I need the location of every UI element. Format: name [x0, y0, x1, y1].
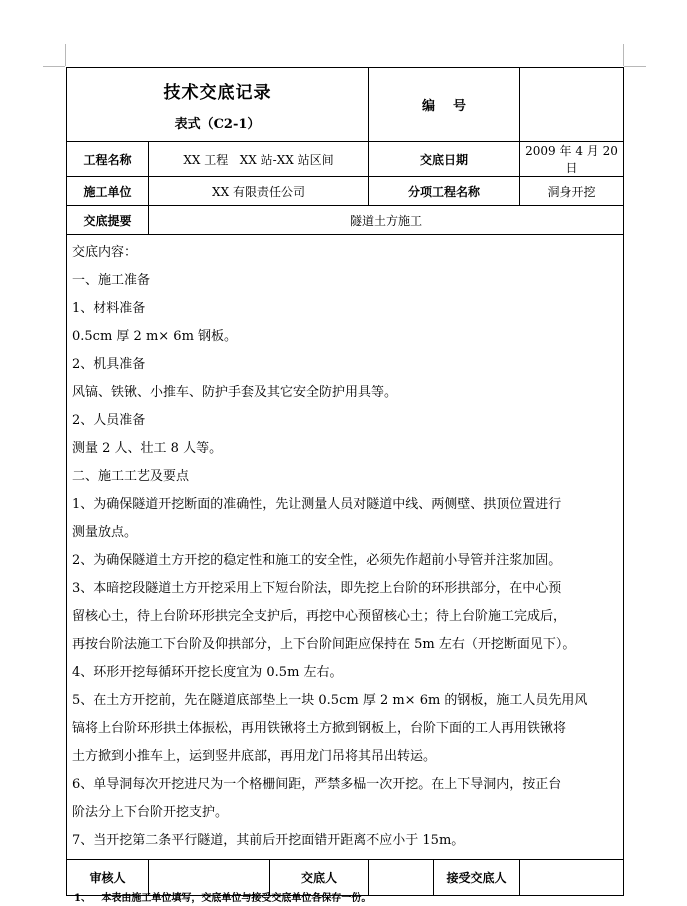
content-line: 7、当开挖第二条平行隧道，其前后开挖面错开距离不应小于 15m。: [72, 833, 465, 848]
content-line: 0.5cm 厚 2 m× 6m 钢板。: [72, 329, 238, 344]
unit-row: [67, 177, 624, 206]
content-line: 5、在土方开挖前，先在隧道底部垫上一块 0.5cm 厚 2 m× 6m 的钢板，施工人员先用风: [72, 693, 588, 708]
number-label: 编 号: [421, 99, 467, 114]
footnote: 1、 本表由施工单位填写，交底单位与接受交底单位各保存一份。: [74, 893, 372, 904]
content-line: 3、本暗挖段隧道土方开挖采用上下短台阶法，即先挖上台阶的环形拱部分，在中心预: [72, 581, 562, 596]
crop-mark-top-right-vertical: [623, 44, 624, 66]
content-line: 1、材料准备: [72, 301, 146, 316]
presenter-signature: [369, 860, 434, 896]
summary-value: 隧道土方施工: [149, 206, 624, 235]
form-code: 表式（C2-1）: [174, 116, 261, 132]
content-line: 2、为确保隧道土方开挖的稳定性和施工的安全性，必须先作超前小导管并注浆加固。: [72, 553, 562, 568]
content-line: 2、人员准备: [72, 413, 146, 428]
content-line: 1、为确保隧道开挖断面的准确性，先让测量人员对隧道中线、两侧壁、拱顶位置进行: [72, 497, 562, 512]
content-line: 留核心土，待上台阶环形拱完全支护后，再挖中心预留核心土；待上台阶施工完成后，: [72, 609, 567, 624]
date-value: 2009 年 4 月 20 日: [520, 142, 624, 177]
content-line: 再按台阶法施工下台阶及仰拱部分，上下台阶间距应保持在 5m 左右（开挖断面见下）。: [72, 637, 576, 652]
construction-unit-label: 施工单位: [67, 177, 149, 206]
content-line: 阶法分上下台阶开挖支护。: [72, 805, 229, 820]
content-line: 风镐、铁锹、小推车、防护手套及其它安全防护用具等。: [72, 385, 398, 400]
sub-project-label: 分项工程名称: [369, 177, 520, 206]
project-name-value: XX 工程 XX 站-XX 站区间: [149, 142, 369, 177]
content-line: 4、环形开挖每循环开挖长度宜为 0.5m 左右。: [72, 665, 343, 680]
presenter-label: 交底人: [270, 860, 369, 896]
summary-label: 交底提要: [67, 206, 149, 235]
sub-project-value: 洞身开挖: [520, 177, 624, 206]
content-line: 镐将上台阶环形拱土体振松，再用铁锹将土方掀到钢板上，台阶下面的工人再用铁锹将: [72, 721, 567, 736]
number-value-cell: [520, 68, 624, 142]
content-line: 交底内容：: [72, 245, 138, 260]
content-line: 6、单导洞每次开挖进尺为一个格栅间距，严禁多榀一次开挖。在上下导洞内，按正台: [72, 777, 562, 792]
title-cell: [67, 68, 369, 142]
receiver-signature: [520, 860, 624, 896]
crop-mark-top-left-vertical: [65, 44, 66, 66]
content-line: 2、机具准备: [72, 357, 146, 372]
record-title: 技术交底记录: [163, 82, 272, 103]
content-line: 二、施工工艺及要点: [72, 469, 190, 484]
content-line: 测量 2 人、壮工 8 人等。: [72, 441, 223, 456]
receiver-label: 接受交底人: [434, 860, 520, 896]
construction-unit-value: XX 有限责任公司: [149, 177, 369, 206]
header-row: [67, 68, 624, 142]
content-line: 测量放点。: [72, 525, 138, 540]
crop-mark-top-left-horizontal: [43, 66, 65, 67]
content-line: 一、施工准备: [72, 273, 151, 288]
date-label: 交底日期: [369, 142, 520, 177]
crop-mark-top-right-horizontal: [624, 66, 646, 67]
number-label-cell: [369, 68, 520, 142]
project-name-label: 工程名称: [67, 142, 149, 177]
summary-row: [67, 206, 624, 235]
content-line: 土方掀到小推车上，运到竖井底部，再用龙门吊将其吊出转运。: [72, 749, 437, 764]
content-row: [67, 235, 624, 860]
disclosure-content: [67, 235, 624, 860]
reviewer-label: 审核人: [67, 860, 149, 896]
project-row: [67, 142, 624, 177]
disclosure-record-table: [66, 67, 624, 896]
